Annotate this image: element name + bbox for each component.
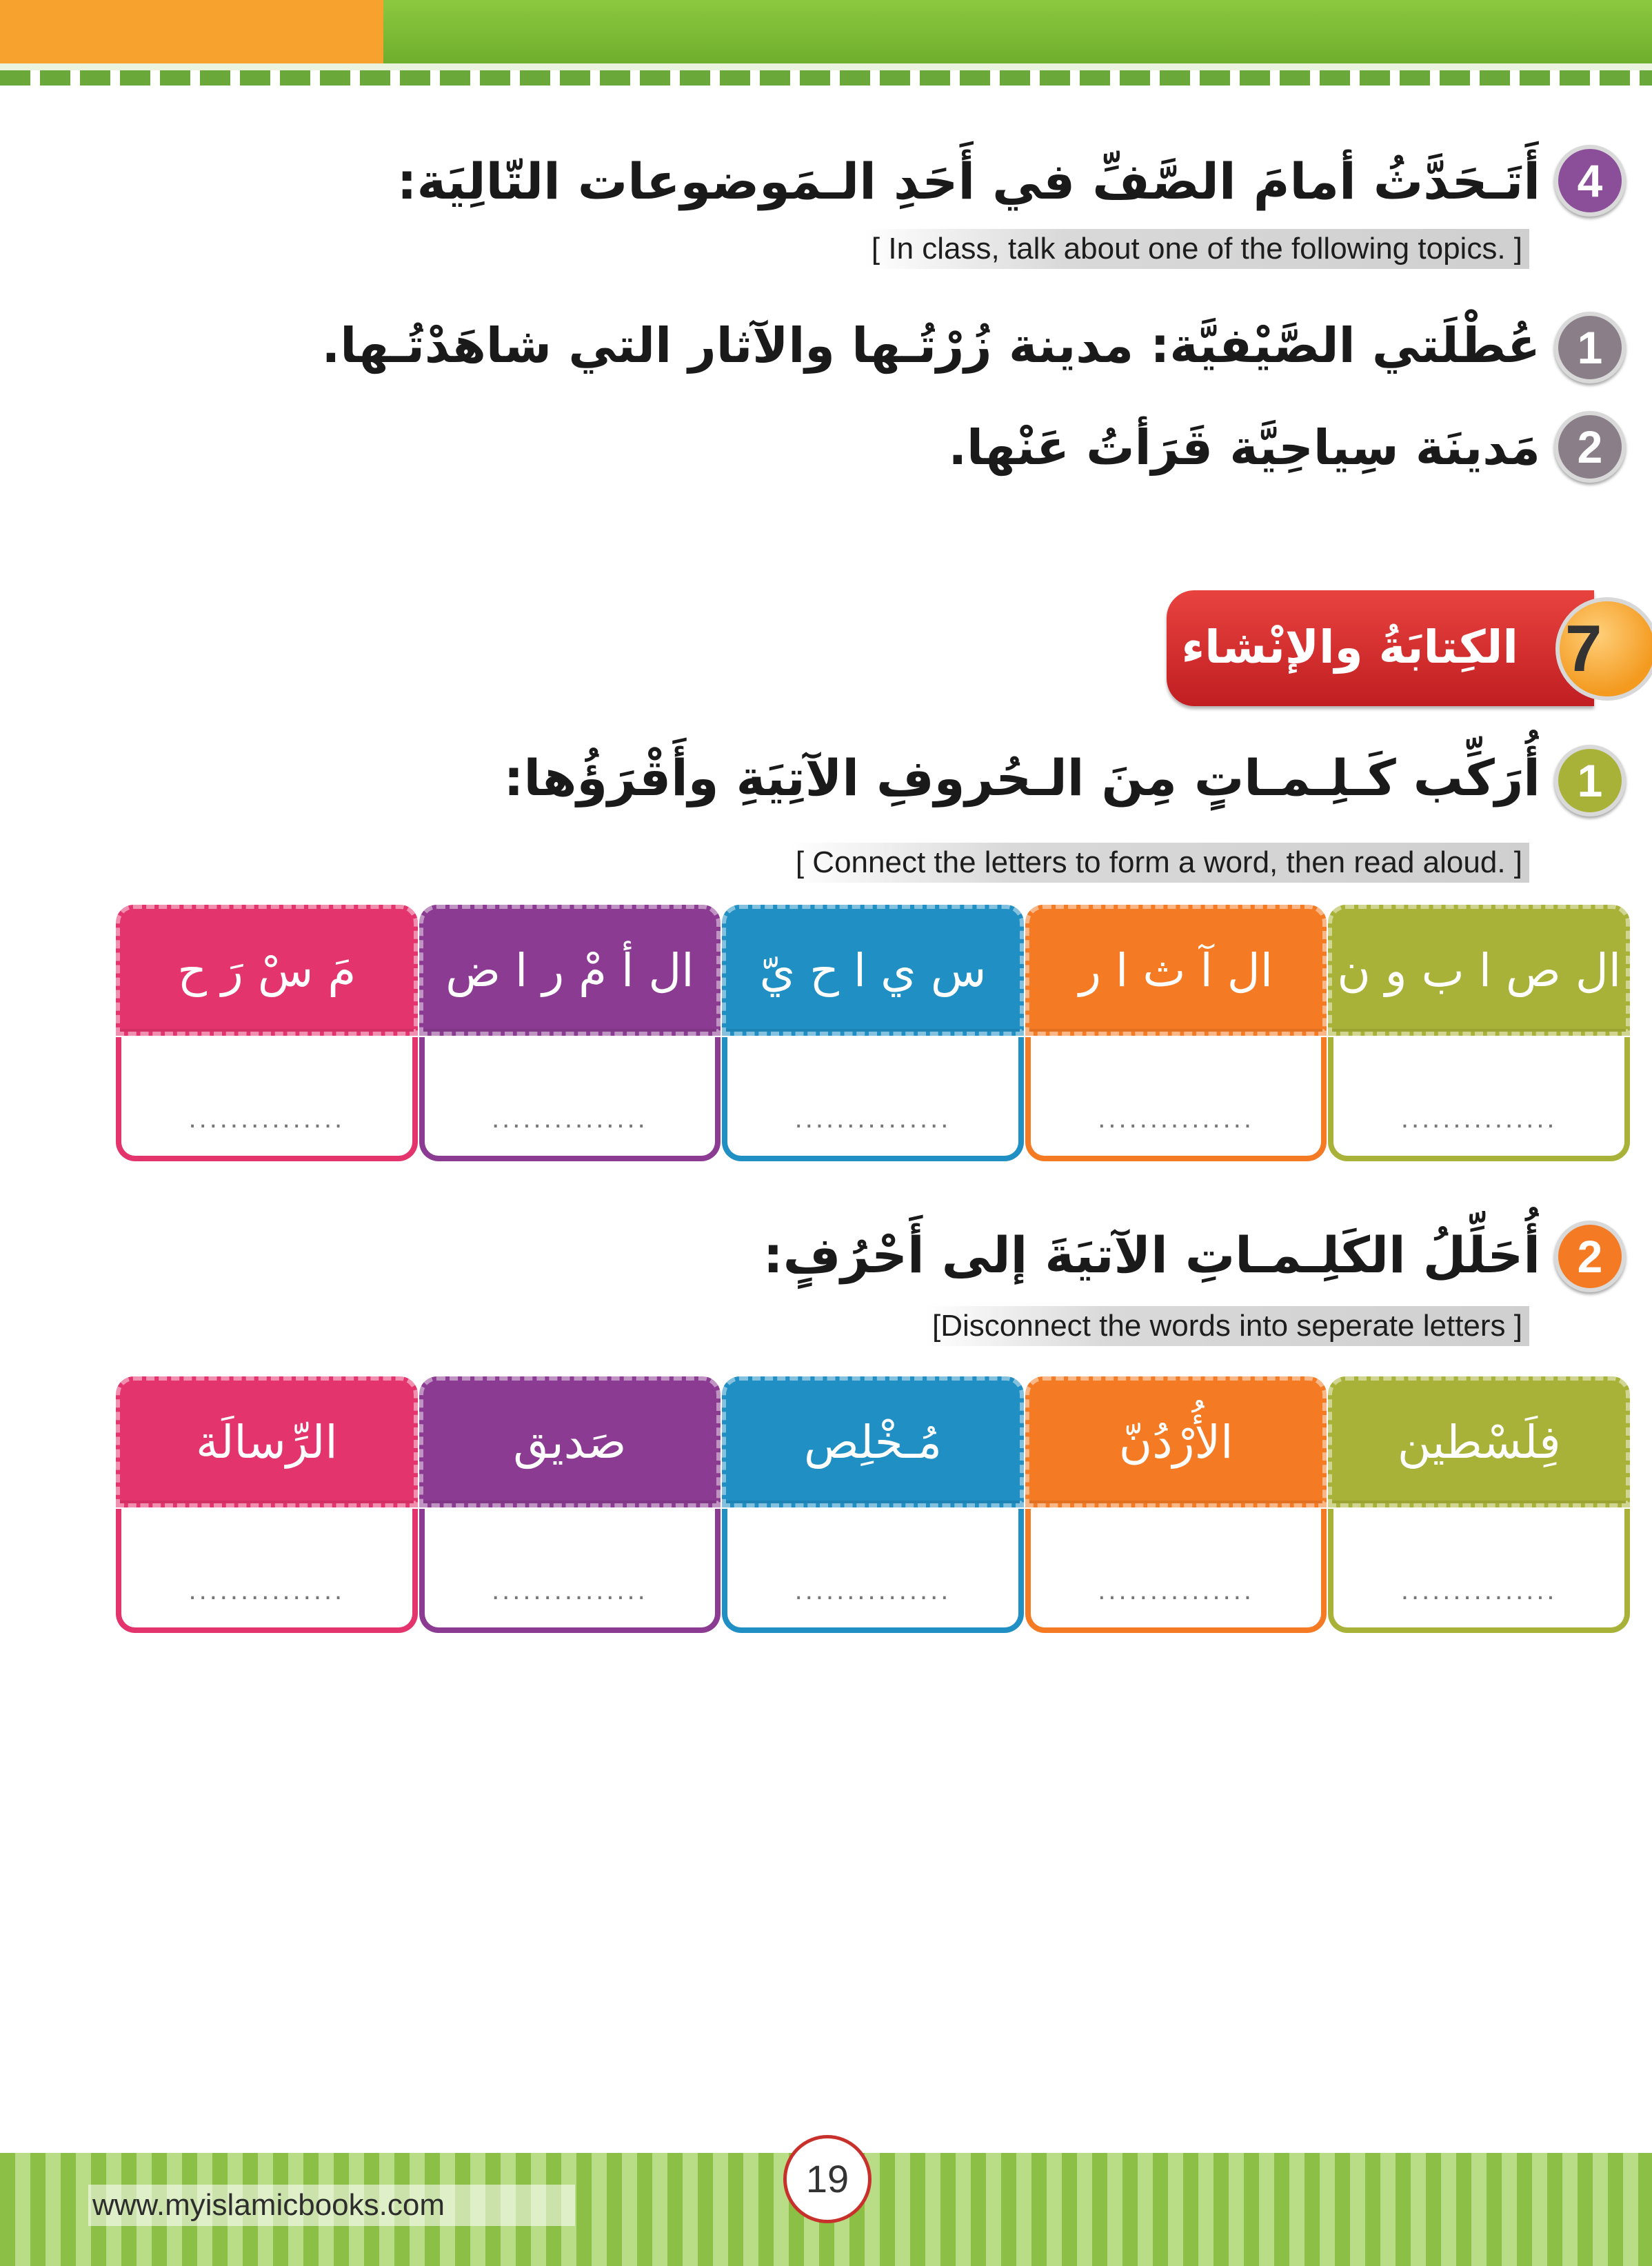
- header-green-band: [383, 0, 1652, 63]
- section4-item2-badge: 2: [1554, 411, 1626, 483]
- answer-dots: ...............: [794, 1575, 951, 1605]
- exercise2-answer-box[interactable]: [116, 1509, 418, 1633]
- section4-item1-text: عُطْلَتي الصَّيْفيَّة: مدينة زُرْتُـها والآثار التي شاهَدْتُـها.: [321, 317, 1540, 374]
- exercise1-answer-box[interactable]: [116, 1037, 418, 1161]
- section4-item1-badge: 1: [1554, 312, 1626, 383]
- exercise2-title: أُحَلِّلُ الكَلِـمـاتِ الآتيَةَ إلى أَحْرُفٍ:: [763, 1226, 1540, 1284]
- exercise2-cell: [419, 1376, 721, 1633]
- section4-number-badge: 4: [1554, 145, 1626, 217]
- section4-translation: [ In class, talk about one of the following topics. ]: [865, 229, 1529, 269]
- exercise1-cell: [1328, 905, 1630, 1161]
- exercise2-translation: [Disconnect the words into seperate letters ]: [925, 1306, 1529, 1346]
- exercise1-answer-box[interactable]: [419, 1037, 721, 1161]
- exercise1-letters: س ي ا ح يّ: [722, 905, 1024, 1036]
- answer-dots: ...............: [1400, 1103, 1558, 1134]
- footer-website-url: www.myislamicbooks.com: [88, 2185, 575, 2226]
- exercise1-answer-box[interactable]: [1328, 1037, 1630, 1161]
- exercise1-translation: [ Connect the letters to form a word, then read aloud. ]: [789, 843, 1529, 883]
- section7-number-badge: 7: [1555, 597, 1652, 701]
- page-number: 19: [783, 2135, 872, 2223]
- exercise1-letters: مَ سْ رَ ح: [116, 905, 418, 1036]
- section7-title: الكِتابَةُ والإنْشاء: [1181, 621, 1518, 674]
- exercise1-answer-box[interactable]: [722, 1037, 1024, 1161]
- exercise1-letters-table: [116, 905, 1630, 1161]
- answer-dots: ...............: [188, 1575, 345, 1605]
- exercise2-word: الأُرْدُنّ: [1025, 1376, 1327, 1507]
- exercise2-cell: [1328, 1376, 1630, 1633]
- exercise1-title: أُرَكِّب كَـلِـمـاتٍ مِنَ الـحُروفِ الآتِيَةِ وأَقْرَؤُها:: [503, 749, 1540, 807]
- answer-dots: ...............: [492, 1575, 648, 1605]
- answer-dots: ...............: [794, 1103, 951, 1134]
- exercise2-cell: [1025, 1376, 1327, 1633]
- exercise1-letters: ال آ ث ا ر: [1025, 905, 1327, 1036]
- exercise1-answer-box[interactable]: [1025, 1037, 1327, 1161]
- exercise1-number-badge: 1: [1554, 745, 1626, 816]
- exercise2-cell: [116, 1376, 418, 1633]
- exercise1-letters: ال ص ا ب و ن: [1328, 905, 1630, 1036]
- answer-dots: ...............: [1400, 1575, 1558, 1605]
- exercise1-cell: [722, 905, 1024, 1161]
- exercise2-answer-box[interactable]: [1328, 1509, 1630, 1633]
- exercise1-cell: [1025, 905, 1327, 1161]
- exercise2-words-table: [116, 1376, 1630, 1633]
- header-dash-border: [0, 63, 1652, 86]
- exercise2-word: مُـخْلِص: [722, 1376, 1024, 1507]
- section4-title: أَتَـحَدَّثُ أمامَ الصَّفِّ في أَحَدِ الـمَوضوعات التّالِيَة:: [396, 152, 1540, 210]
- exercise2-cell: [722, 1376, 1024, 1633]
- exercise2-word: فِلَسْطين: [1328, 1376, 1630, 1507]
- exercise2-word: الرِّسالَة: [116, 1376, 418, 1507]
- section4-item2-text: مَدينَة سِياحِيَّة قَرَأتُ عَنْها.: [948, 419, 1540, 476]
- section7-banner: [1167, 590, 1594, 706]
- header-orange-band: [0, 0, 383, 63]
- exercise2-answer-box[interactable]: [419, 1509, 721, 1633]
- answer-dots: ...............: [492, 1103, 648, 1134]
- exercise2-answer-box[interactable]: [722, 1509, 1024, 1633]
- exercise1-cell: [419, 905, 721, 1161]
- answer-dots: ...............: [1098, 1103, 1254, 1134]
- exercise2-answer-box[interactable]: [1025, 1509, 1327, 1633]
- exercise1-letters: ال أ مْ ر ا ض: [419, 905, 721, 1036]
- exercise2-word: صَديق: [419, 1376, 721, 1507]
- exercise1-cell: [116, 905, 418, 1161]
- answer-dots: ...............: [188, 1103, 345, 1134]
- exercise2-number-badge: 2: [1554, 1221, 1626, 1292]
- answer-dots: ...............: [1098, 1575, 1254, 1605]
